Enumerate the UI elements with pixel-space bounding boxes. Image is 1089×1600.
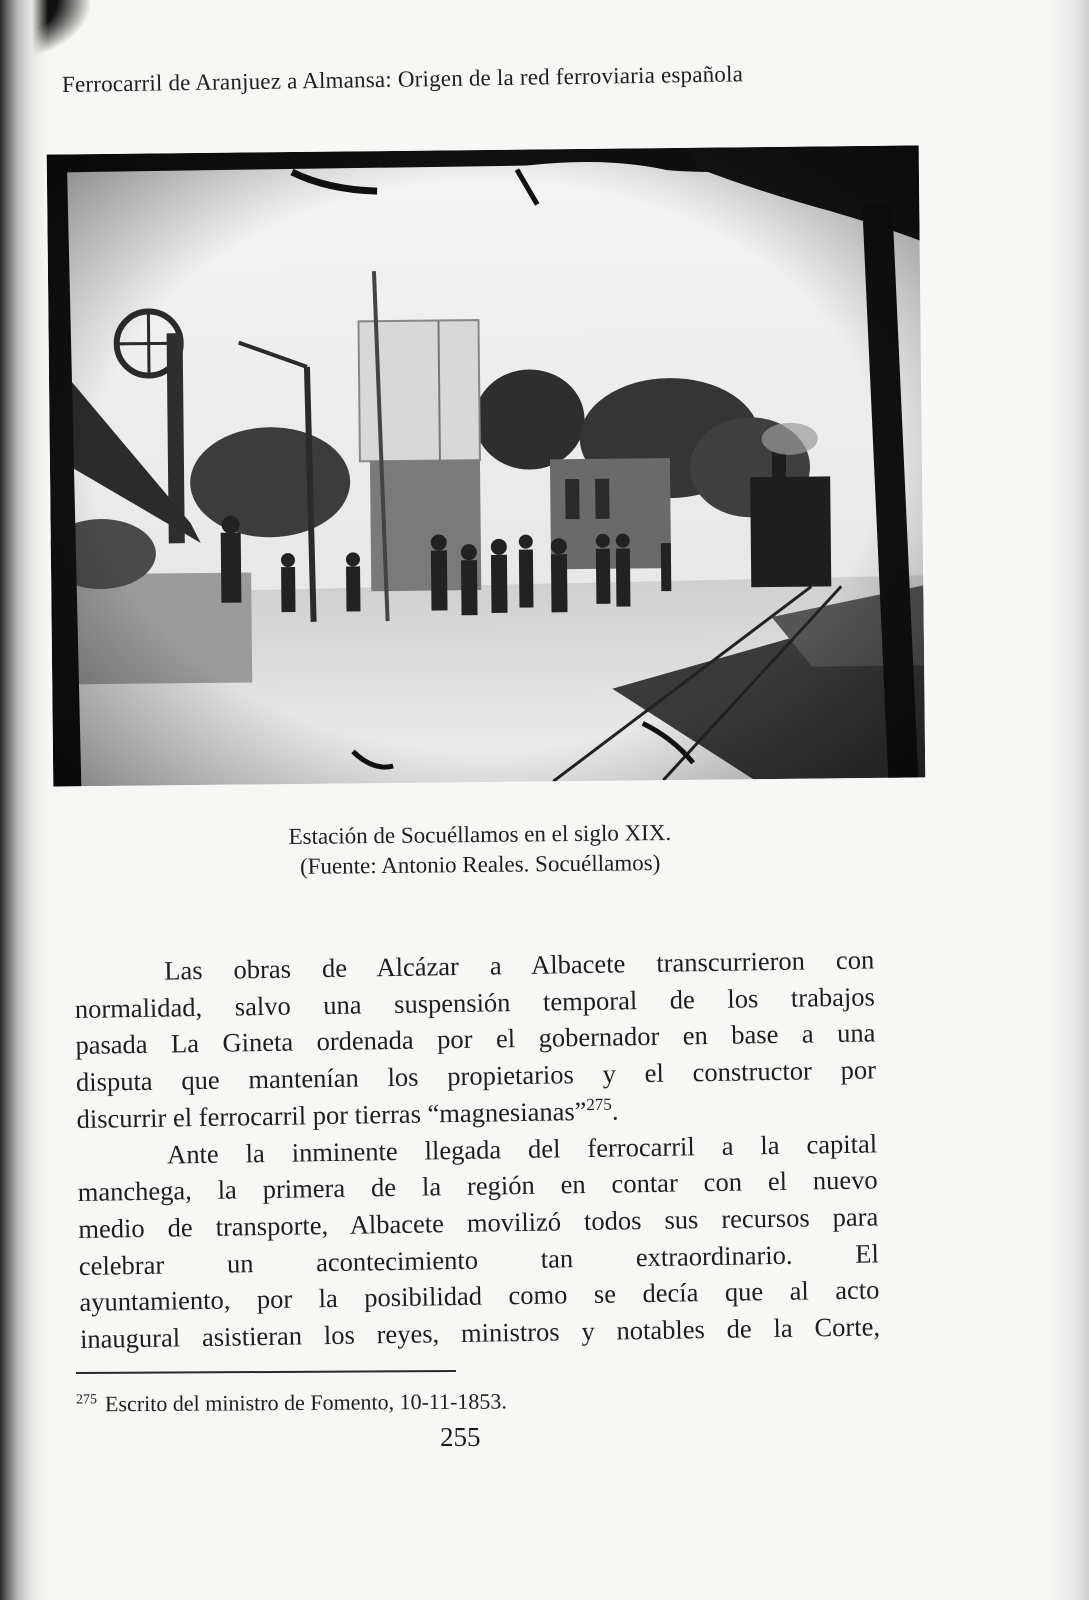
footnote-number: 275 [75,1392,98,1408]
text-line: celebrar un acontecimiento tan extraordinario. El [78,1238,880,1281]
text-line: manchega, la primera de la región en contar con el nuevo [77,1164,878,1208]
text-line: medio de transporte, Albacete movilizó todos sus recursos para [78,1201,879,1244]
scan-gutter-shadow [0,0,48,1600]
footnote-ref[interactable]: 275 [586,1094,612,1114]
figure-caption [180,817,781,883]
footnote-text: Escrito del ministro de Fomento, 10-11-1853. [104,1388,507,1417]
station-photograph [47,145,926,786]
scan-edge-shadow [1051,0,1089,1600]
footnote [76,1388,507,1417]
text-span: . [611,1095,619,1126]
text-line: pasada La Gineta ordenada por el gobernador en base a una [75,1017,876,1061]
body-text [74,941,880,1357]
caption-line: (Fuente: Antonio Reales. Socuéllamos) [299,850,661,879]
text-line: Las obras de Alcázar a Albacete transcurrieron con [164,944,875,986]
text-line: disputa que mantenían los propietarios y el constructor por [75,1054,877,1098]
text-line: normalidad, salvo una suspensión temporal de los trabajos [74,981,875,1024]
text-line: ayuntamiento, por la posibilidad como se decía que al acto [79,1274,880,1318]
text-line: inaugural asistieran los reyes, ministros y notables de la Corte, [79,1311,881,1354]
page-number: 255 [440,1422,481,1452]
text-line: Ante la inminente llegada del ferrocarril a la capital [166,1127,878,1170]
footnote-divider [76,1370,456,1373]
running-head: Ferrocarril de Aranjuez a Almansa: Origen de la red ferroviaria española [61,61,744,97]
caption-line: Estación de Socuéllamos en el siglo XIX. [288,819,672,850]
text-span: discurrir el ferrocarril por tierras “magnesianas” [76,1095,587,1134]
